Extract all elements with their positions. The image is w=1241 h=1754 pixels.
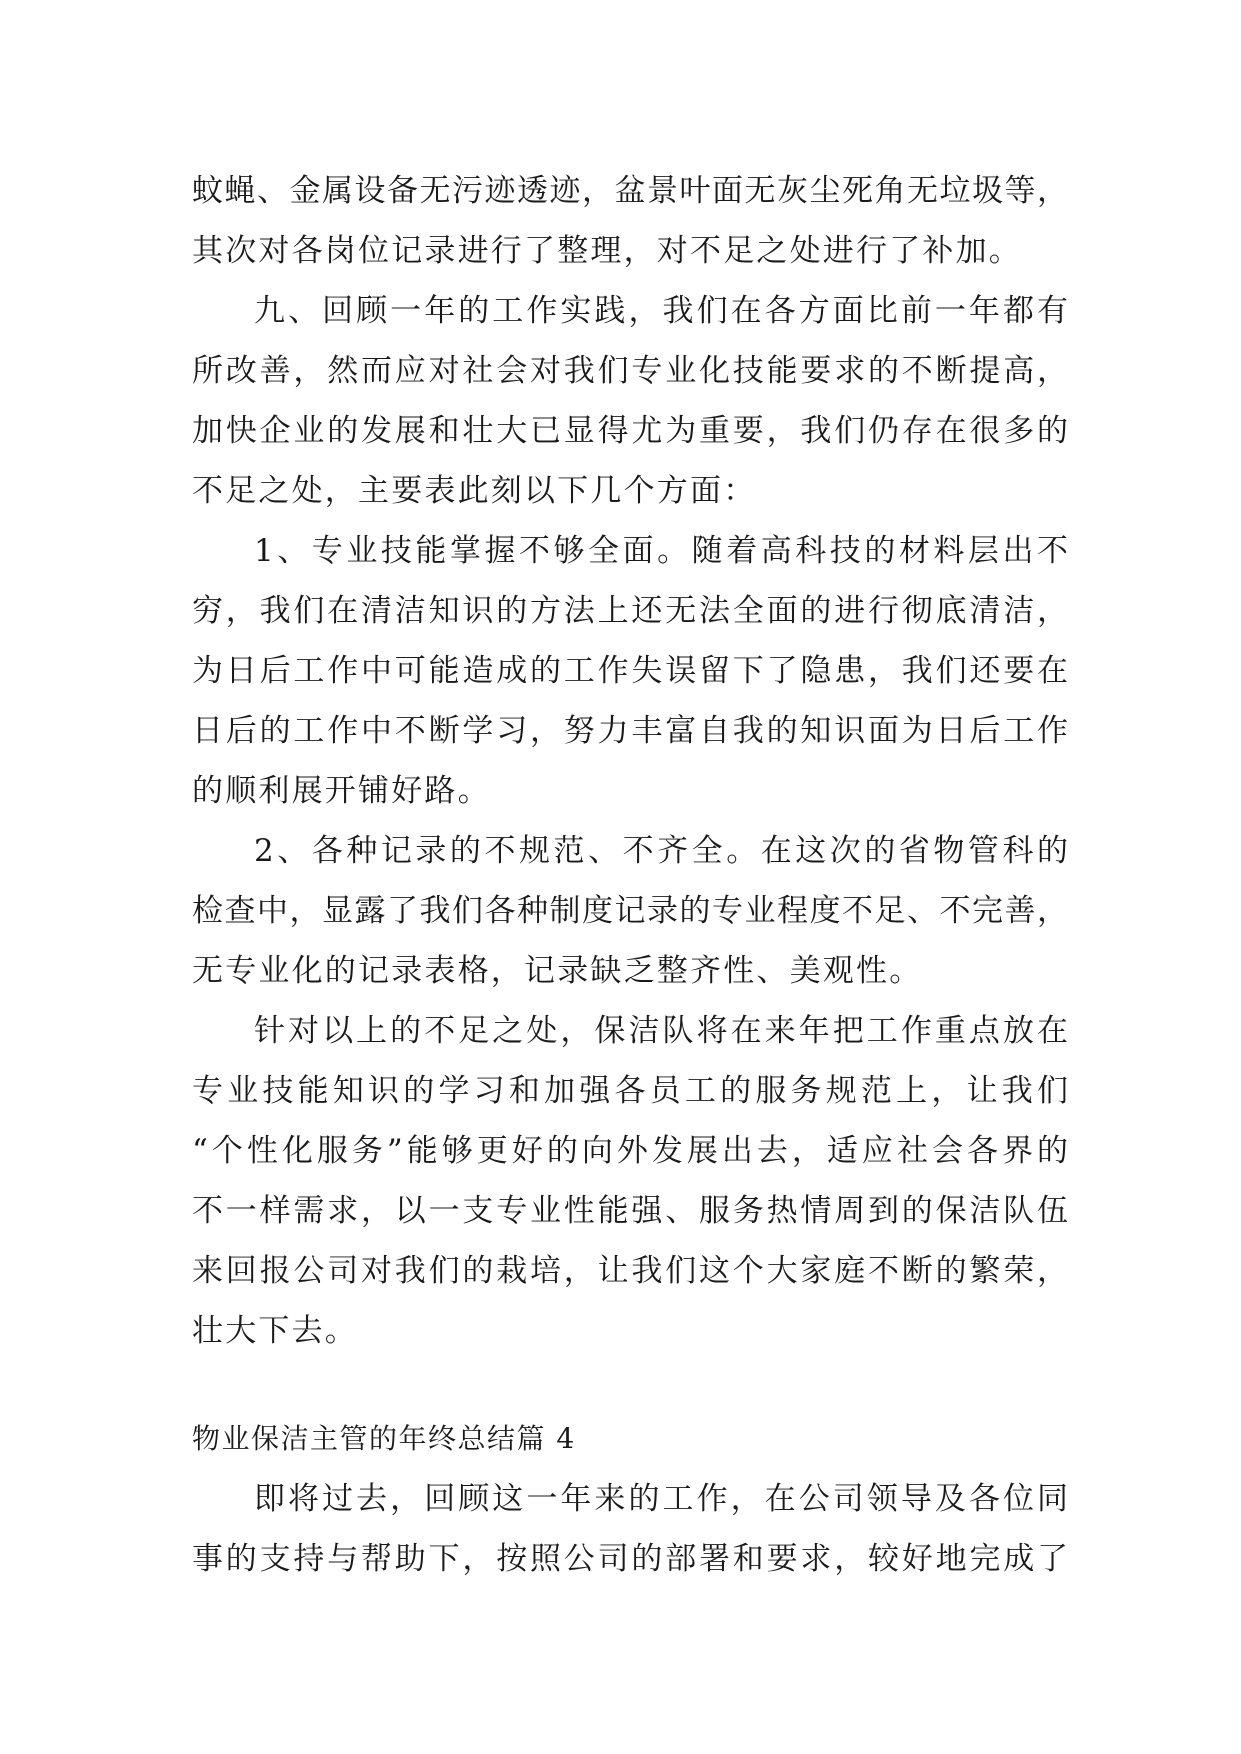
text-line: “个性化服务”能够更好的向外发展出去，适应社会各界的 (192, 1133, 1068, 1169)
text-line: 1、专业技能掌握不够全面。随着高科技的材料层出不 (254, 533, 1068, 569)
text-line: 的顺利展开铺好路。 (192, 773, 491, 809)
document-page (192, 161, 1068, 1589)
text-line: 所改善，然而应对社会对我们专业化技能要求的不断提高， (192, 353, 1068, 389)
paragraph-point-1 (192, 521, 1068, 821)
text-line: 来回报公司对我们的栽培，让我们这个大家庭不断的繁荣， (192, 1253, 1068, 1289)
text-line: 即将过去，回顾这一年来的工作，在公司领导及各位同 (254, 1481, 1068, 1517)
text-line: 无专业化的记录表格，记录缺乏整齐性、美观性。 (192, 953, 923, 989)
text-line: 穷，我们在清洁知识的方法上还无法全面的进行彻底清洁， (192, 593, 1068, 629)
paragraph-plan (192, 1001, 1068, 1361)
paragraph-section-intro (192, 1469, 1068, 1589)
text-line: 九、回顾一年的工作实践，我们在各方面比前一年都有 (254, 293, 1068, 329)
text-line: 壮大下去。 (192, 1313, 358, 1349)
text-line: 不足之处，主要表此刻以下几个方面： (192, 473, 757, 509)
text-line: 为日后工作中可能造成的工作失误留下了隐患，我们还要在 (192, 653, 1068, 689)
paragraph-point-2 (192, 821, 1068, 1001)
text-line: 针对以上的不足之处，保洁队将在来年把工作重点放在 (254, 1013, 1068, 1049)
text-line: 检查中，显露了我们各种制度记录的专业程度不足、不完善， (192, 893, 1068, 929)
text-line: 事的支持与帮助下，按照公司的部署和要求，较好地完成了 (192, 1541, 1068, 1577)
paragraph-review (192, 281, 1068, 521)
text-line: 蚊蝇、金属设备无污迹透迹，盆景叶面无灰尘死角无垃圾等， (192, 173, 1068, 209)
text-line: 其次对各岗位记录进行了整理，对不足之处进行了补加。 (192, 233, 1022, 269)
text-line: 加快企业的发展和壮大已显得尤为重要，我们仍存在很多的 (192, 413, 1068, 449)
text-line: 专业技能知识的学习和加强各员工的服务规范上，让我们 (192, 1073, 1068, 1109)
text-line: 2、各种记录的不规范、不齐全。在这次的省物管科的 (254, 833, 1068, 869)
text-line: 不一样需求，以一支专业性能强、服务热情周到的保洁队伍 (192, 1193, 1068, 1229)
text-line: 日后的工作中不断学习，努力丰富自我的知识面为日后工作 (192, 713, 1068, 749)
section-heading: 物业保洁主管的年终总结篇 4 (192, 1422, 576, 1455)
paragraph-continuation (192, 161, 1068, 281)
